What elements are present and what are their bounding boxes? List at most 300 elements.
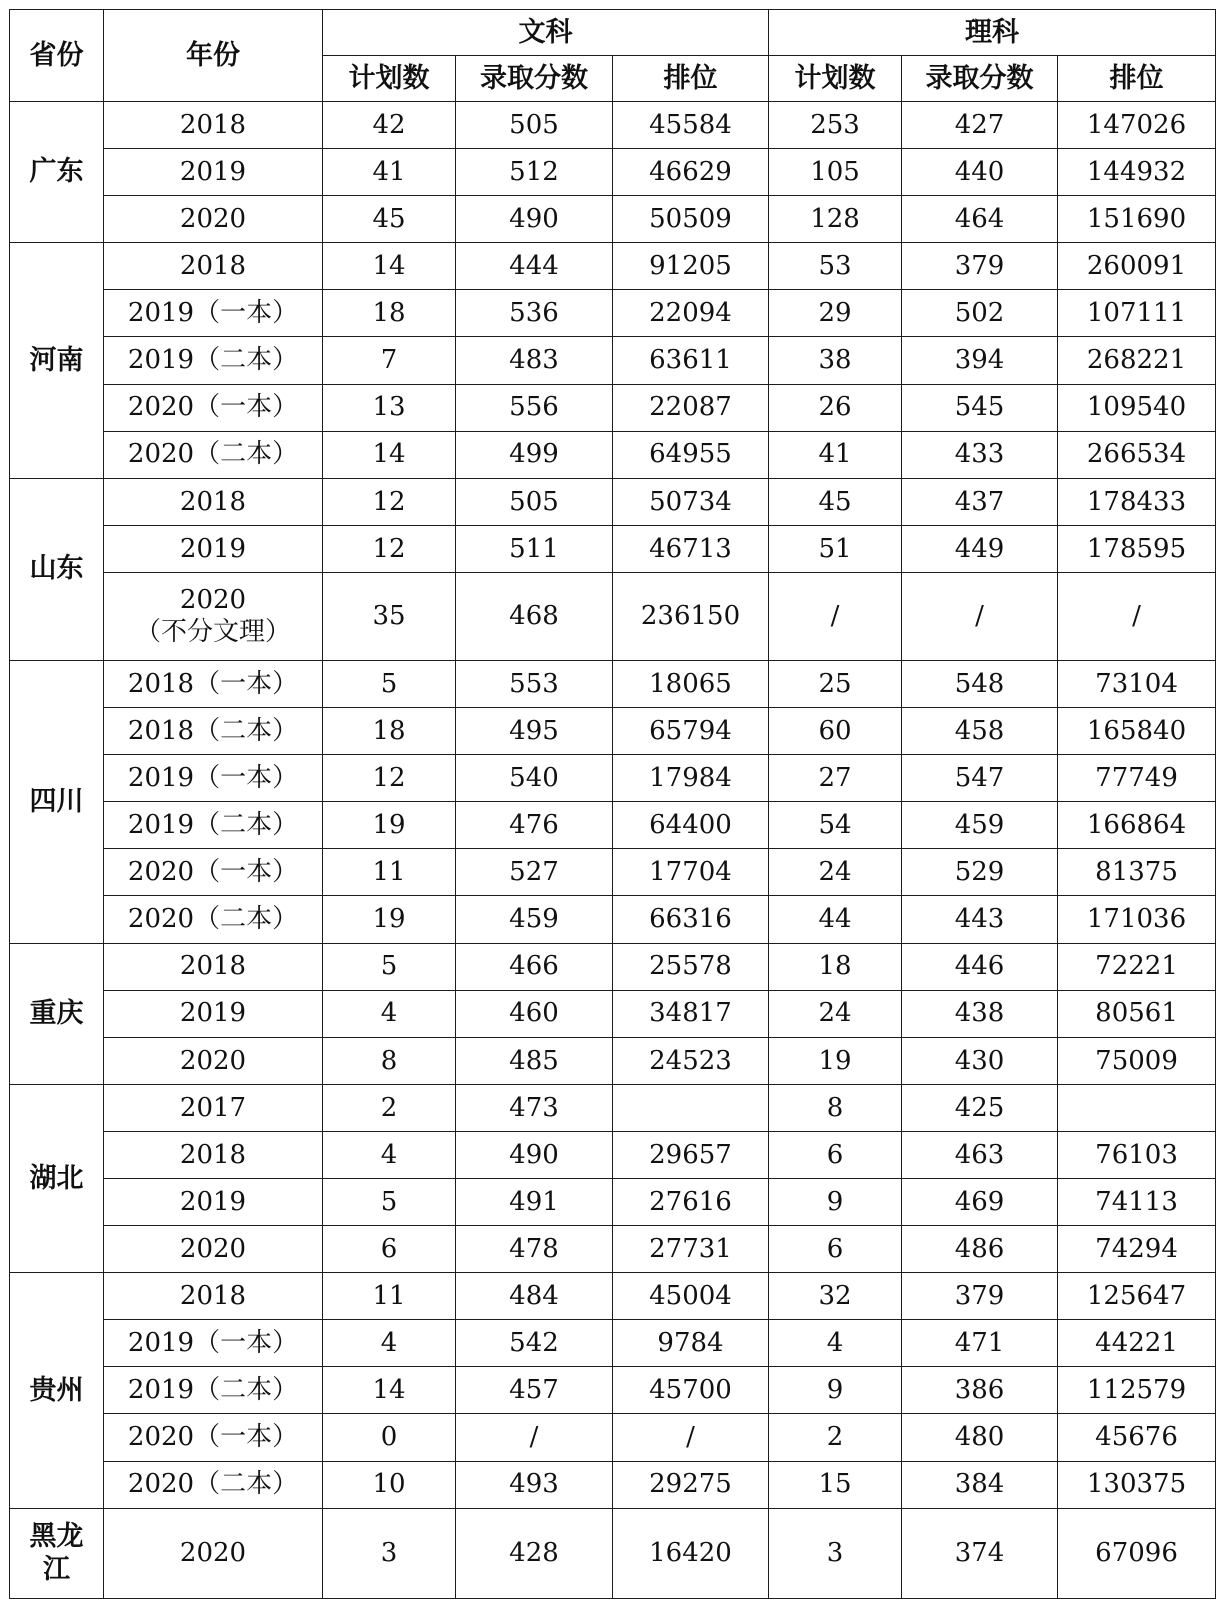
table-row xyxy=(10,802,1216,849)
science-score-cell: 379 xyxy=(902,243,1058,290)
science-rank-cell: / xyxy=(1058,572,1216,660)
science-score-cell: 486 xyxy=(902,1226,1058,1273)
science-score-cell: 440 xyxy=(902,149,1058,196)
arts-rank-cell: 25578 xyxy=(613,943,769,990)
arts-plan-cell: 35 xyxy=(323,572,456,660)
arts-score-cell: 428 xyxy=(456,1508,613,1598)
province-cell xyxy=(10,943,104,1084)
science-plan-cell: 60 xyxy=(769,708,902,755)
arts-rank-cell: 9784 xyxy=(613,1320,769,1367)
table-row xyxy=(10,849,1216,896)
arts-rank-cell: 18065 xyxy=(613,660,769,707)
year-label: 2018 xyxy=(179,1281,247,1311)
year-label: 2020（一本） xyxy=(127,857,299,888)
arts-plan-cell: 4 xyxy=(323,1320,456,1367)
arts-plan-cell: 10 xyxy=(323,1461,456,1508)
table-row xyxy=(10,525,1216,572)
science-score-cell: 529 xyxy=(902,849,1058,896)
science-score-cell: 547 xyxy=(902,755,1058,802)
table-row xyxy=(10,990,1216,1037)
header-arts-plan: 计划数 xyxy=(323,56,456,102)
science-plan-cell: 29 xyxy=(769,290,902,337)
province-name: 河南 xyxy=(29,344,84,376)
science-rank-cell: 75009 xyxy=(1058,1037,1216,1084)
arts-score-cell: 556 xyxy=(456,384,613,431)
year-label: 2018 xyxy=(179,1139,247,1170)
province-name-line: 江 xyxy=(43,1554,70,1586)
science-rank-cell: 44221 xyxy=(1058,1320,1216,1367)
arts-score-cell: 484 xyxy=(456,1273,613,1320)
arts-rank-cell: 64400 xyxy=(613,802,769,849)
table-row xyxy=(10,337,1216,384)
province-cell xyxy=(10,102,104,243)
year-label: 2019 xyxy=(179,156,247,187)
table-row xyxy=(10,1414,1216,1461)
year-label: 2019（二本） xyxy=(127,345,299,376)
year-cell xyxy=(104,660,323,707)
arts-rank-cell: 22094 xyxy=(613,290,769,337)
arts-score-cell: 490 xyxy=(456,196,613,243)
arts-plan-cell: 18 xyxy=(323,708,456,755)
year-cell xyxy=(104,1273,323,1320)
year-cell xyxy=(104,1179,323,1226)
year-label: 2020（二本） xyxy=(127,1469,299,1500)
table-row xyxy=(10,660,1216,707)
table-row xyxy=(10,478,1216,525)
arts-score-cell: 490 xyxy=(456,1131,613,1178)
year-cell xyxy=(104,102,323,149)
science-plan-cell: 253 xyxy=(769,102,902,149)
year-cell xyxy=(104,1320,323,1367)
science-plan-cell: 38 xyxy=(769,337,902,384)
science-plan-cell: 8 xyxy=(769,1084,902,1131)
arts-plan-cell: 5 xyxy=(323,660,456,707)
table-row xyxy=(10,1273,1216,1320)
arts-rank-cell: 24523 xyxy=(613,1037,769,1084)
province-cell xyxy=(10,1273,104,1508)
science-rank-cell: 166864 xyxy=(1058,802,1216,849)
year-label: 2020 xyxy=(179,203,247,234)
arts-plan-cell: 19 xyxy=(323,896,456,943)
arts-plan-cell: 2 xyxy=(323,1084,456,1131)
science-rank-cell: 72221 xyxy=(1058,943,1216,990)
year-cell xyxy=(104,755,323,802)
year-label: 2019（二本） xyxy=(127,810,299,841)
year-cell xyxy=(104,478,323,525)
year-label: 2019 xyxy=(179,1186,247,1217)
arts-rank-cell: 17704 xyxy=(613,849,769,896)
arts-rank-cell: 236150 xyxy=(613,572,769,660)
science-plan-cell: 26 xyxy=(769,384,902,431)
science-plan-cell: 2 xyxy=(769,1414,902,1461)
science-rank-cell: 165840 xyxy=(1058,708,1216,755)
year-label: 2018 xyxy=(179,486,247,517)
arts-score-cell: 536 xyxy=(456,290,613,337)
arts-rank-cell: 64955 xyxy=(613,431,769,478)
arts-plan-cell: 7 xyxy=(323,337,456,384)
year-label: 2020（二本） xyxy=(127,904,299,935)
table-row xyxy=(10,1226,1216,1273)
year-cell xyxy=(104,243,323,290)
science-score-cell: 469 xyxy=(902,1179,1058,1226)
province-cell xyxy=(10,1084,104,1272)
table-row xyxy=(10,1179,1216,1226)
year-label: 2018 xyxy=(179,109,247,140)
arts-score-cell: 457 xyxy=(456,1367,613,1414)
science-score-cell: 438 xyxy=(902,990,1058,1037)
year-cell xyxy=(104,896,323,943)
year-cell xyxy=(104,196,323,243)
header-arts: 文科 xyxy=(323,10,769,56)
year-label: 2020 xyxy=(179,584,247,615)
science-rank-cell: 266534 xyxy=(1058,431,1216,478)
arts-plan-cell: 12 xyxy=(323,755,456,802)
province-cell xyxy=(10,478,104,660)
header-arts-rank: 排位 xyxy=(613,56,769,102)
table-row xyxy=(10,431,1216,478)
science-score-cell: 449 xyxy=(902,525,1058,572)
science-rank-cell: 268221 xyxy=(1058,337,1216,384)
province-name: 四川 xyxy=(29,785,84,817)
table-row xyxy=(10,1461,1216,1508)
arts-score-cell: 542 xyxy=(456,1320,613,1367)
year-label: 2018 xyxy=(179,951,247,982)
science-plan-cell: 24 xyxy=(769,990,902,1037)
science-plan-cell: 54 xyxy=(769,802,902,849)
arts-rank-cell: 46713 xyxy=(613,525,769,572)
science-plan-cell: 15 xyxy=(769,1461,902,1508)
arts-rank-cell: 46629 xyxy=(613,149,769,196)
arts-rank-cell: 63611 xyxy=(613,337,769,384)
year-cell xyxy=(104,1508,323,1598)
arts-plan-cell: 18 xyxy=(323,290,456,337)
arts-score-cell: 527 xyxy=(456,849,613,896)
year-label: 2020（一本） xyxy=(127,392,299,423)
header-row-1 xyxy=(10,10,1216,56)
science-plan-cell: 6 xyxy=(769,1226,902,1273)
arts-plan-cell: 14 xyxy=(323,243,456,290)
year-cell xyxy=(104,1084,323,1131)
arts-plan-cell: 0 xyxy=(323,1414,456,1461)
table-row xyxy=(10,290,1216,337)
arts-score-cell: 491 xyxy=(456,1179,613,1226)
header-science: 理科 xyxy=(769,10,1216,56)
admission-table-container xyxy=(9,9,1215,1599)
arts-score-cell: 459 xyxy=(456,896,613,943)
arts-rank-cell: 45584 xyxy=(613,102,769,149)
table-row xyxy=(10,384,1216,431)
province-name: 贵州 xyxy=(29,1374,84,1406)
science-plan-cell: 25 xyxy=(769,660,902,707)
arts-score-cell: 540 xyxy=(456,755,613,802)
science-score-cell: 471 xyxy=(902,1320,1058,1367)
science-score-cell: 502 xyxy=(902,290,1058,337)
year-label: 2019 xyxy=(179,533,247,564)
arts-rank-cell: 27616 xyxy=(613,1179,769,1226)
table-row xyxy=(10,102,1216,149)
science-rank-cell: 77749 xyxy=(1058,755,1216,802)
table-row xyxy=(10,1320,1216,1367)
year-cell xyxy=(104,1131,323,1178)
table-row xyxy=(10,1084,1216,1131)
year-cell xyxy=(104,849,323,896)
year-cell xyxy=(104,1414,323,1461)
arts-plan-cell: 3 xyxy=(323,1508,456,1598)
science-plan-cell: 9 xyxy=(769,1179,902,1226)
science-plan-cell: 128 xyxy=(769,196,902,243)
arts-rank-cell: 65794 xyxy=(613,708,769,755)
arts-plan-cell: 41 xyxy=(323,149,456,196)
arts-plan-cell: 42 xyxy=(323,102,456,149)
table-row xyxy=(10,755,1216,802)
arts-rank-cell xyxy=(613,1084,769,1131)
science-score-cell: / xyxy=(902,572,1058,660)
science-plan-cell: 27 xyxy=(769,755,902,802)
science-plan-cell: / xyxy=(769,572,902,660)
science-score-cell: 374 xyxy=(902,1508,1058,1598)
province-cell xyxy=(10,243,104,478)
science-plan-cell: 53 xyxy=(769,243,902,290)
science-score-cell: 433 xyxy=(902,431,1058,478)
arts-plan-cell: 19 xyxy=(323,802,456,849)
science-plan-cell: 45 xyxy=(769,478,902,525)
science-score-cell: 459 xyxy=(902,802,1058,849)
arts-plan-cell: 13 xyxy=(323,384,456,431)
science-score-cell: 463 xyxy=(902,1131,1058,1178)
science-rank-cell: 147026 xyxy=(1058,102,1216,149)
table-row xyxy=(10,943,1216,990)
science-plan-cell: 24 xyxy=(769,849,902,896)
year-cell xyxy=(104,290,323,337)
arts-rank-cell: 66316 xyxy=(613,896,769,943)
arts-plan-cell: 6 xyxy=(323,1226,456,1273)
science-rank-cell: 260091 xyxy=(1058,243,1216,290)
science-rank-cell: 151690 xyxy=(1058,196,1216,243)
arts-score-cell: 473 xyxy=(456,1084,613,1131)
science-rank-cell: 130375 xyxy=(1058,1461,1216,1508)
header-science-plan: 计划数 xyxy=(769,56,902,102)
table-body xyxy=(10,102,1216,1599)
table-row xyxy=(10,708,1216,755)
arts-rank-cell: 50734 xyxy=(613,478,769,525)
science-rank-cell: 76103 xyxy=(1058,1131,1216,1178)
arts-plan-cell: 5 xyxy=(323,943,456,990)
year-label: 2019 xyxy=(179,998,247,1029)
table-row xyxy=(10,1037,1216,1084)
year-label: 2020 xyxy=(179,1538,247,1569)
header-year: 年份 xyxy=(104,10,323,102)
arts-score-cell: 478 xyxy=(456,1226,613,1273)
science-rank-cell: 107111 xyxy=(1058,290,1216,337)
arts-plan-cell: 12 xyxy=(323,525,456,572)
year-label: 2018（一本） xyxy=(127,668,299,699)
arts-plan-cell: 45 xyxy=(323,196,456,243)
science-rank-cell: 178595 xyxy=(1058,525,1216,572)
arts-rank-cell: 45004 xyxy=(613,1273,769,1320)
science-rank-cell: 144932 xyxy=(1058,149,1216,196)
science-plan-cell: 18 xyxy=(769,943,902,990)
arts-plan-cell: 5 xyxy=(323,1179,456,1226)
science-score-cell: 379 xyxy=(902,1273,1058,1320)
arts-score-cell: 485 xyxy=(456,1037,613,1084)
arts-rank-cell: 91205 xyxy=(613,243,769,290)
province-name: 湖北 xyxy=(29,1162,84,1194)
arts-score-cell: 512 xyxy=(456,149,613,196)
science-rank-cell: 171036 xyxy=(1058,896,1216,943)
arts-plan-cell: 12 xyxy=(323,478,456,525)
year-cell xyxy=(104,1367,323,1414)
science-rank-cell: 73104 xyxy=(1058,660,1216,707)
arts-rank-cell: 45700 xyxy=(613,1367,769,1414)
year-label: 2019（一本） xyxy=(127,1328,299,1359)
table-row xyxy=(10,1131,1216,1178)
science-score-cell: 548 xyxy=(902,660,1058,707)
arts-plan-cell: 11 xyxy=(323,849,456,896)
science-plan-cell: 3 xyxy=(769,1508,902,1598)
arts-plan-cell: 11 xyxy=(323,1273,456,1320)
arts-score-cell: 476 xyxy=(456,802,613,849)
year-label: 2020 xyxy=(179,1233,247,1264)
year-label: 2018（二本） xyxy=(127,715,299,746)
science-plan-cell: 105 xyxy=(769,149,902,196)
province-cell xyxy=(10,660,104,943)
table-row xyxy=(10,896,1216,943)
science-score-cell: 545 xyxy=(902,384,1058,431)
year-cell xyxy=(104,525,323,572)
science-score-cell: 437 xyxy=(902,478,1058,525)
arts-plan-cell: 14 xyxy=(323,431,456,478)
science-rank-cell: 109540 xyxy=(1058,384,1216,431)
header-province: 省份 xyxy=(10,10,104,102)
year-cell xyxy=(104,572,323,660)
province-name-line: 黑龙 xyxy=(29,1520,84,1552)
year-cell xyxy=(104,431,323,478)
arts-rank-cell: 22087 xyxy=(613,384,769,431)
science-rank-cell: 74294 xyxy=(1058,1226,1216,1273)
arts-rank-cell: / xyxy=(613,1414,769,1461)
science-plan-cell: 41 xyxy=(769,431,902,478)
science-score-cell: 458 xyxy=(902,708,1058,755)
science-rank-cell: 81375 xyxy=(1058,849,1216,896)
science-rank-cell: 80561 xyxy=(1058,990,1216,1037)
year-cell xyxy=(104,990,323,1037)
year-note: （不分文理） xyxy=(134,617,291,648)
header-science-score: 录取分数 xyxy=(902,56,1058,102)
science-plan-cell: 44 xyxy=(769,896,902,943)
arts-plan-cell: 8 xyxy=(323,1037,456,1084)
arts-score-cell: 499 xyxy=(456,431,613,478)
year-label: 2020 xyxy=(179,1045,247,1076)
table-row xyxy=(10,572,1216,660)
year-label: 2019（一本） xyxy=(127,762,299,793)
province-name: 广东 xyxy=(29,156,84,188)
table-row xyxy=(10,1367,1216,1414)
science-rank-cell: 67096 xyxy=(1058,1508,1216,1598)
province-cell xyxy=(10,1508,104,1598)
arts-score-cell: 511 xyxy=(456,525,613,572)
arts-rank-cell: 16420 xyxy=(613,1508,769,1598)
province-name: 山东 xyxy=(29,553,84,585)
science-score-cell: 464 xyxy=(902,196,1058,243)
admission-score-table xyxy=(9,9,1216,1599)
science-plan-cell: 19 xyxy=(769,1037,902,1084)
arts-score-cell: 460 xyxy=(456,990,613,1037)
table-row xyxy=(10,243,1216,290)
arts-score-cell: 468 xyxy=(456,572,613,660)
science-rank-cell: 112579 xyxy=(1058,1367,1216,1414)
province-name: 重庆 xyxy=(29,997,84,1029)
year-label: 2019（一本） xyxy=(127,298,299,329)
arts-score-cell: 493 xyxy=(456,1461,613,1508)
science-score-cell: 430 xyxy=(902,1037,1058,1084)
arts-score-cell: 505 xyxy=(456,102,613,149)
arts-score-cell: / xyxy=(456,1414,613,1461)
table-row xyxy=(10,196,1216,243)
arts-rank-cell: 27731 xyxy=(613,1226,769,1273)
year-label: 2017 xyxy=(179,1092,247,1123)
science-rank-cell: 125647 xyxy=(1058,1273,1216,1320)
science-score-cell: 425 xyxy=(902,1084,1058,1131)
arts-rank-cell: 29275 xyxy=(613,1461,769,1508)
science-score-cell: 386 xyxy=(902,1367,1058,1414)
arts-rank-cell: 17984 xyxy=(613,755,769,802)
science-plan-cell: 51 xyxy=(769,525,902,572)
arts-rank-cell: 50509 xyxy=(613,196,769,243)
arts-score-cell: 444 xyxy=(456,243,613,290)
science-score-cell: 394 xyxy=(902,337,1058,384)
science-plan-cell: 32 xyxy=(769,1273,902,1320)
year-label: 2018 xyxy=(179,251,247,282)
science-plan-cell: 6 xyxy=(769,1131,902,1178)
year-cell xyxy=(104,943,323,990)
year-cell xyxy=(104,337,323,384)
science-plan-cell: 9 xyxy=(769,1367,902,1414)
arts-score-cell: 495 xyxy=(456,708,613,755)
year-label: 2020（二本） xyxy=(127,439,299,470)
year-cell xyxy=(104,802,323,849)
header-science-rank: 排位 xyxy=(1058,56,1216,102)
year-cell xyxy=(104,384,323,431)
arts-score-cell: 483 xyxy=(456,337,613,384)
arts-score-cell: 466 xyxy=(456,943,613,990)
year-cell xyxy=(104,708,323,755)
arts-score-cell: 553 xyxy=(456,660,613,707)
science-score-cell: 446 xyxy=(902,943,1058,990)
arts-rank-cell: 34817 xyxy=(613,990,769,1037)
science-score-cell: 443 xyxy=(902,896,1058,943)
science-score-cell: 480 xyxy=(902,1414,1058,1461)
arts-plan-cell: 4 xyxy=(323,1131,456,1178)
year-cell xyxy=(104,1461,323,1508)
year-cell xyxy=(104,149,323,196)
science-rank-cell: 45676 xyxy=(1058,1414,1216,1461)
arts-score-cell: 505 xyxy=(456,478,613,525)
science-rank-cell xyxy=(1058,1084,1216,1131)
year-cell xyxy=(104,1226,323,1273)
year-label: 2020（一本） xyxy=(127,1422,299,1453)
arts-plan-cell: 14 xyxy=(323,1367,456,1414)
arts-plan-cell: 4 xyxy=(323,990,456,1037)
year-label: 2019（二本） xyxy=(127,1375,299,1406)
table-row xyxy=(10,1508,1216,1598)
science-plan-cell: 4 xyxy=(769,1320,902,1367)
science-score-cell: 427 xyxy=(902,102,1058,149)
arts-rank-cell: 29657 xyxy=(613,1131,769,1178)
science-rank-cell: 178433 xyxy=(1058,478,1216,525)
science-score-cell: 384 xyxy=(902,1461,1058,1508)
table-row xyxy=(10,149,1216,196)
header-arts-score: 录取分数 xyxy=(456,56,613,102)
